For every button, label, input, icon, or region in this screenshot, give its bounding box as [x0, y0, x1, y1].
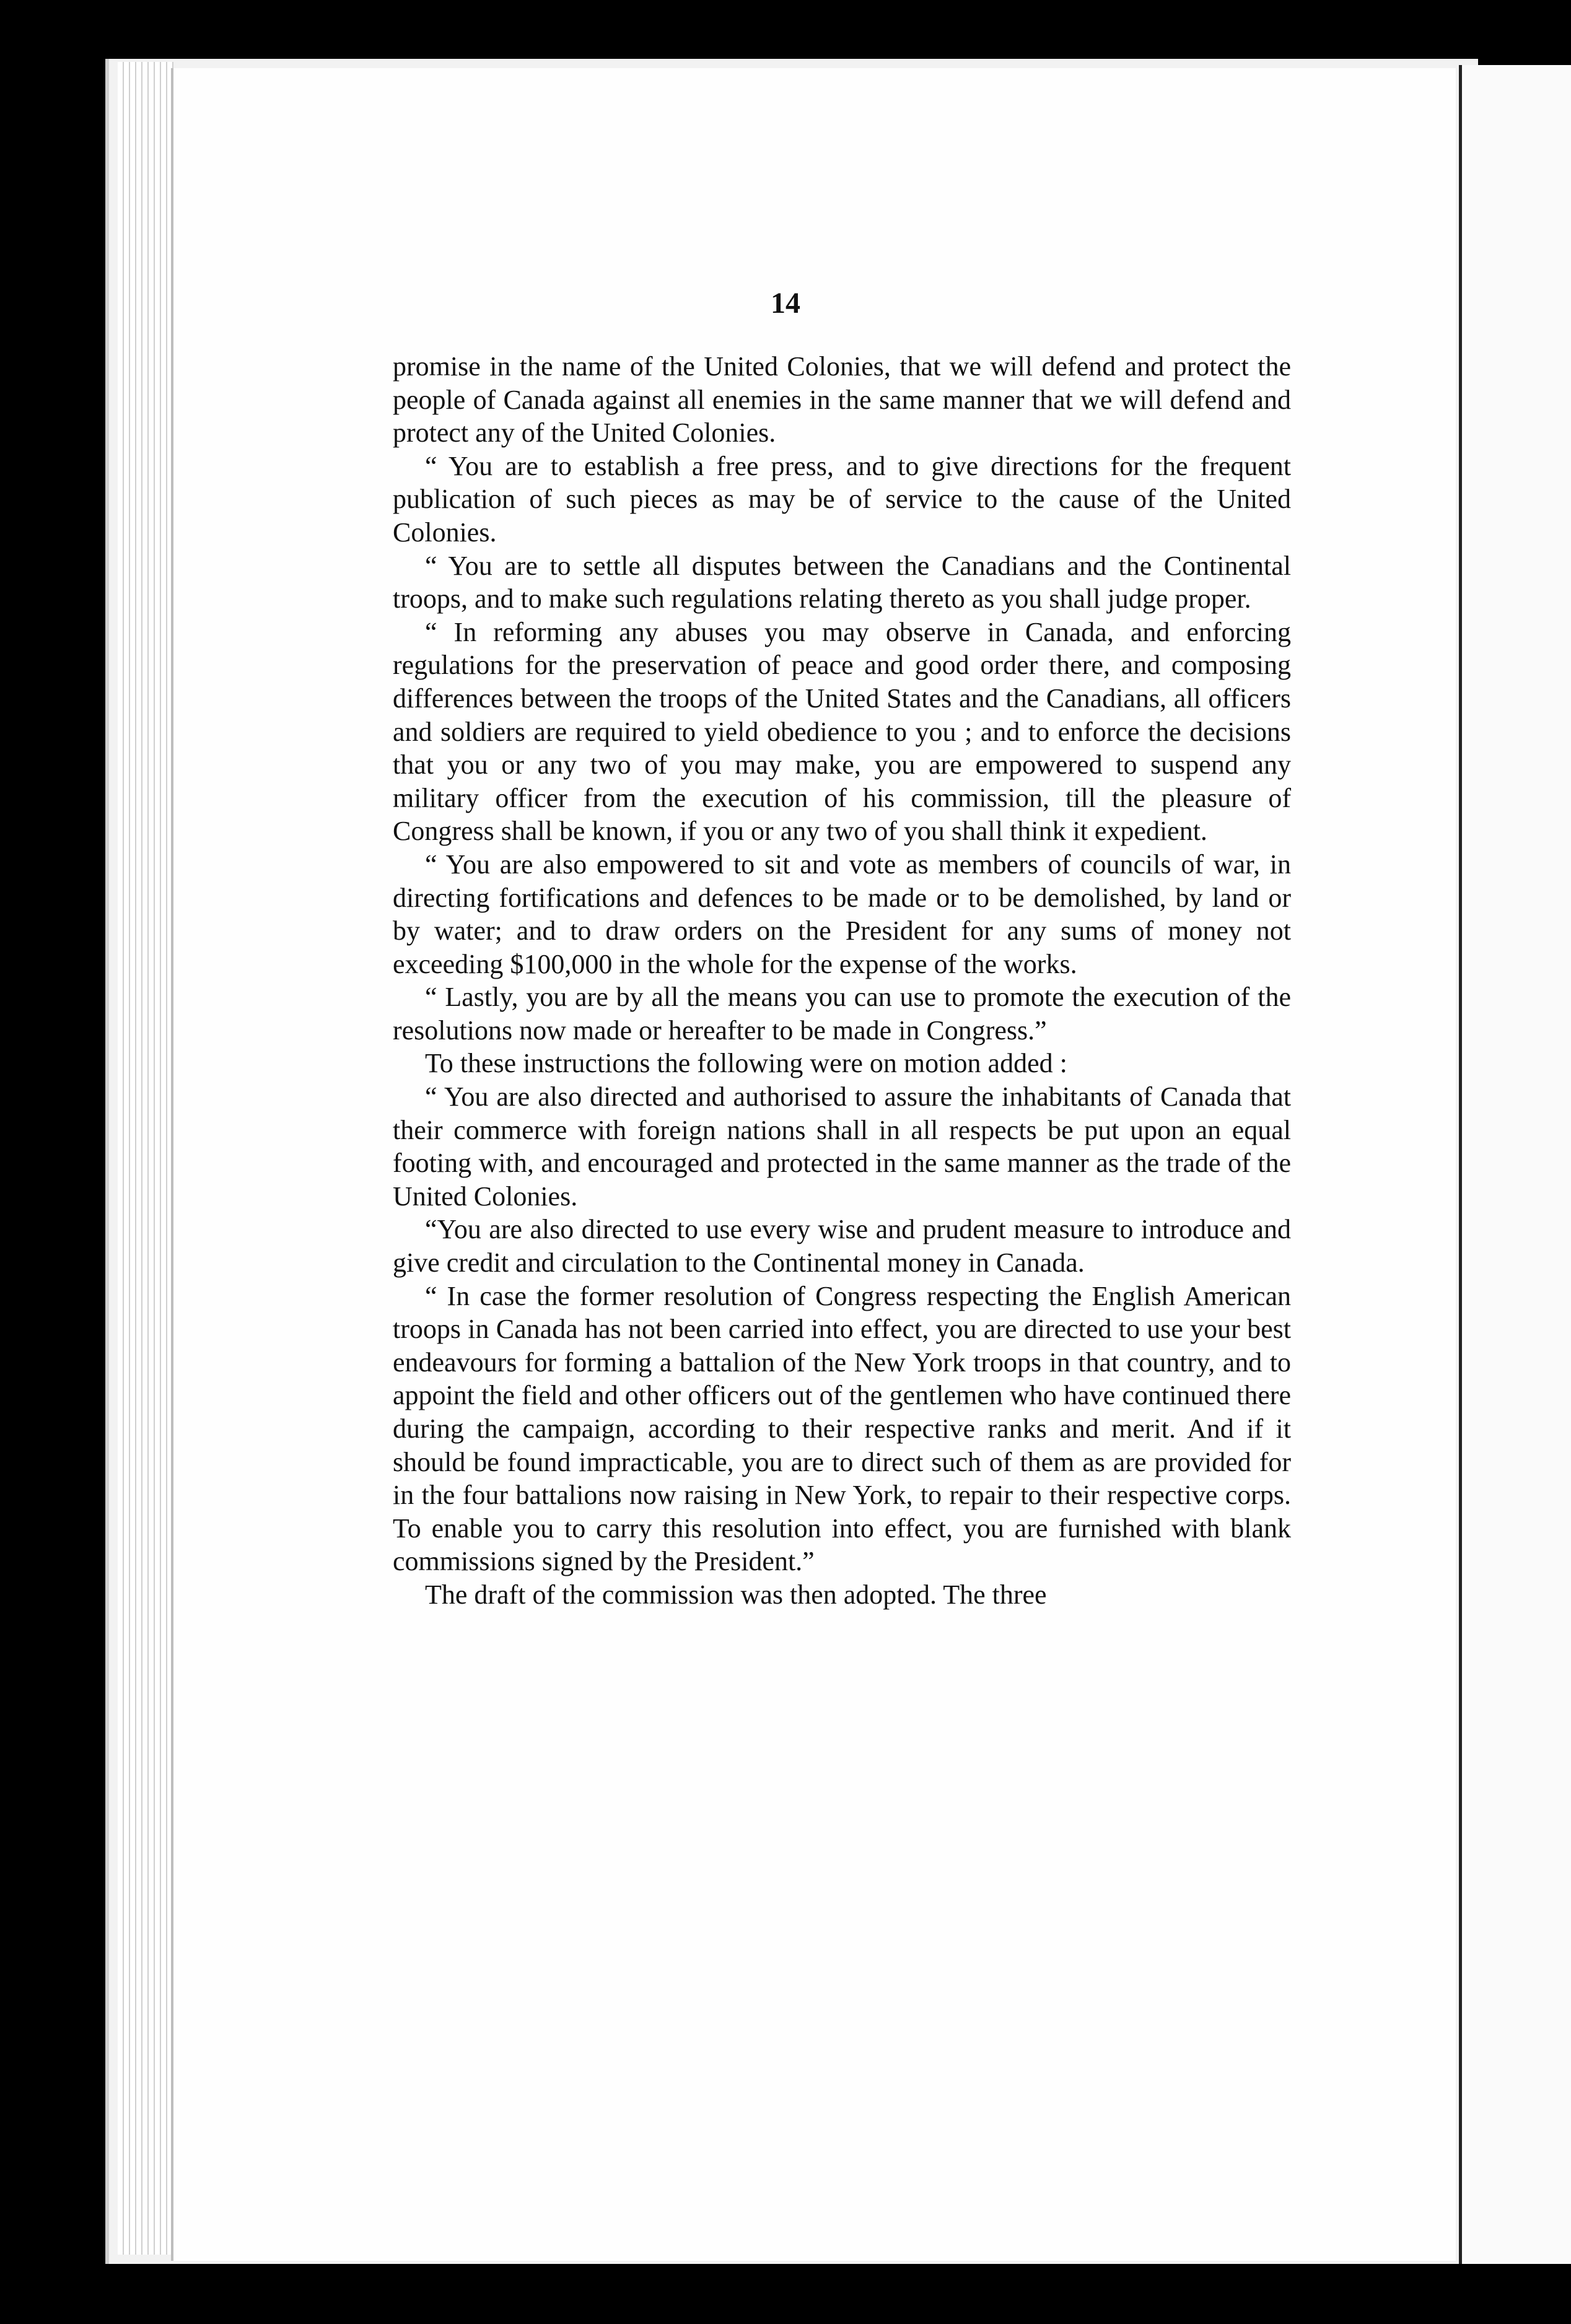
body-text	[393, 350, 1291, 1612]
page-stack-lines	[118, 62, 173, 2255]
paragraph: “ Lastly, you are by all the means you can use to promote the execution of the resolutions now made or hereafter to be made in Congress.”	[393, 982, 1291, 1046]
paragraph: “ You are also empowered to sit and vote as members of councils of war, in directing fortifications and defences to be made or to be demolished, by land or by water; and to draw orders on the President for any sums of money not exceeding $100,000 in the whole for the expense of the works.	[393, 849, 1291, 979]
paragraph: “ You are to settle all disputes between the Canadians and the Continental troops, and to make such regulations relating thereto as you shall judge proper.	[393, 550, 1291, 614]
page-number: 14	[771, 287, 800, 320]
paragraph: The draft of the commission was then adopted. The three	[425, 1579, 1047, 1610]
paragraph: “ You are also directed and authorised to assure the inhabitants of Canada that their commerce with foreign nations shall in all respects be put upon an equal footing with, and encouraged and protected in the same manner as the trade of the United Colonies.	[393, 1081, 1291, 1212]
paragraph: “ In reforming any abuses you may observe in Canada, and enforcing regulations for the preservation of peace and good order there, and composing differences between the troops of the United States and the Canadians, all officers and soldiers are required to yield obedience to you ; and to enforce the decisions that you or any two of you may make, you are empowered to suspend any military officer from the execution of his commission, till the pleasure of Congress shall be known, if you or any two of you shall think it expedient.	[393, 616, 1291, 847]
paragraph: To these instructions the following were on motion added :	[425, 1048, 1067, 1079]
paragraph: “ In case the former resolution of Congress respecting the English American troops in Canada has not been carried into effect, you are directed to use your best endeavours for forming a battalion of the New York troops in that country, and to appoint the field and other officers out of the gentlemen who have continued there during the campaign, according to their respective ranks and merit. And if it should be found impracticable, you are to direct such of them as are provided for in the four battalions now raising in New York, to repair to their respective corps. To enable you to carry this resolution into effect, you are furnished with blank commissions signed by the President.”	[393, 1280, 1291, 1577]
paragraph: promise in the name of the United Colonies, that we will defend and protect the people of Canada against all enemies in the same manner that we will defend and protect any of the United Colonies.	[393, 351, 1291, 448]
facing-page-edge	[1459, 65, 1571, 2264]
paragraph: “ You are to establish a free press, and to give directions for the frequent publication of such pieces as may be of service to the cause of the United Colonies.	[393, 450, 1291, 548]
paragraph: “You are also directed to use every wise and prudent measure to introduce and give credit and circulation to the Continental money in Canada.	[393, 1214, 1291, 1278]
